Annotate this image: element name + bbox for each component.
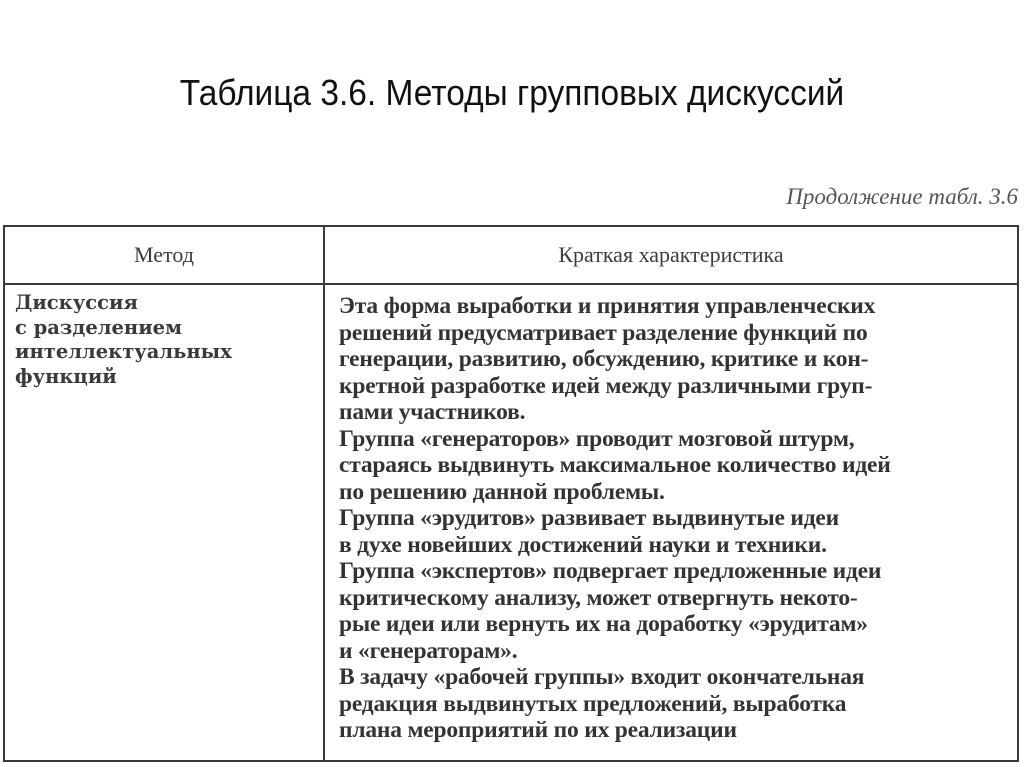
- description-line: Эта форма выработки и принятия управленческих: [339, 293, 876, 319]
- description-line: редакция выдвинутых предложений, выработка: [339, 690, 847, 717]
- description-line: Группа «эрудитов» развивает выдвинутые идеи: [339, 505, 839, 531]
- table-header-row: [4, 226, 1018, 284]
- description-line: в духе новейших достижений науки и техники.: [339, 531, 827, 558]
- description-line: кретной разработке идей между различными груп-: [339, 372, 873, 399]
- method-line: функций: [15, 364, 117, 388]
- description-line: В задачу «рабочей группы» входит окончательная: [339, 664, 865, 690]
- description-line: плана мероприятий по их реализации: [339, 717, 737, 743]
- description-line: Группа «экспертов» подвергает предложенные идеи: [339, 558, 882, 584]
- methods-table: [3, 225, 1019, 762]
- header-method: Метод: [4, 226, 324, 284]
- description-line: стараясь выдвинуть максимальное количество идей: [339, 452, 891, 478]
- method-line: Дискуссия: [15, 291, 138, 314]
- description-line: критическому анализу, может отвергнуть некото-: [339, 584, 858, 611]
- description-line: по решению данной проблемы.: [339, 478, 665, 505]
- description-line: Группа «генераторов» проводит мозговой штурм,: [339, 425, 855, 452]
- slide-title: Таблица 3.6. Методы групповых дискуссий: [179, 72, 845, 113]
- description-line: пами участников.: [339, 399, 526, 425]
- table-row: [4, 284, 1018, 761]
- method-line: с разделением: [15, 315, 183, 339]
- header-description: Краткая характеристика: [324, 226, 1018, 284]
- description-cell: [324, 284, 1018, 761]
- description-line: и «генераторам».: [339, 637, 518, 664]
- table-continuation-note: Продолжение табл. 3.6: [786, 184, 1018, 209]
- description-line: решений предусматривает разделение функций по: [339, 319, 868, 346]
- method-cell: [4, 284, 324, 761]
- description-line: генерации, развитию, обсуждению, критике и кон-: [339, 346, 869, 372]
- method-line: интеллектуальных: [15, 340, 232, 363]
- description-line: рые идеи или вернуть их на доработку «эрудитам»: [339, 611, 868, 637]
